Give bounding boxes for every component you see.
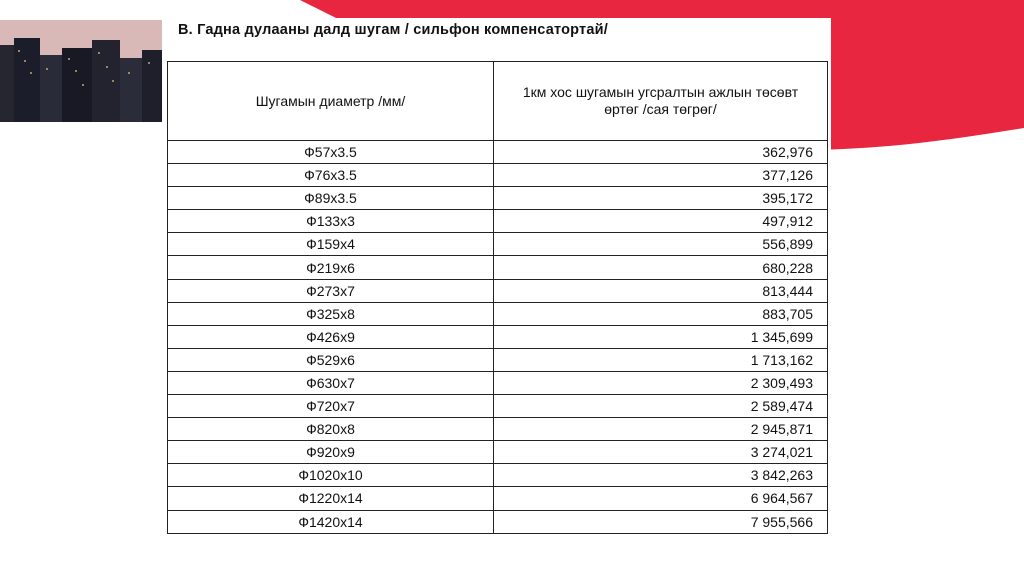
table-row: [168, 348, 828, 371]
pipe-cost-table: [167, 61, 828, 534]
diameter-cell: Ф1220х14: [168, 487, 494, 510]
cost-cell: 2 309,493: [494, 371, 828, 394]
diameter-cell: Ф1420х14: [168, 510, 494, 533]
cost-cell: 680,228: [494, 256, 828, 279]
document-title: В. Гадна дулааны далд шугам / сильфон компенсатортай/: [178, 22, 608, 38]
table-row: [168, 395, 828, 418]
cost-cell: 6 964,567: [494, 487, 828, 510]
city-skyline-image: [0, 20, 162, 122]
diameter-cell: Ф133х3: [168, 210, 494, 233]
table-row: [168, 325, 828, 348]
cost-cell: 7 955,566: [494, 510, 828, 533]
diameter-cell: Ф529х6: [168, 348, 494, 371]
cost-cell: 377,126: [494, 164, 828, 187]
diameter-cell: Ф325х8: [168, 302, 494, 325]
diameter-cell: Ф273х7: [168, 279, 494, 302]
cost-cell: 362,976: [494, 141, 828, 164]
cost-cell: 2 589,474: [494, 395, 828, 418]
diameter-cell: Ф159х4: [168, 233, 494, 256]
diameter-cell: Ф820х8: [168, 418, 494, 441]
cost-cell: 395,172: [494, 187, 828, 210]
cost-cell: 3 842,263: [494, 464, 828, 487]
table-row: [168, 487, 828, 510]
table-row: [168, 371, 828, 394]
table-row: [168, 279, 828, 302]
diameter-cell: Ф57х3.5: [168, 141, 494, 164]
diameter-cell: Ф920х9: [168, 441, 494, 464]
header-cost: [494, 62, 828, 141]
diameter-cell: Ф426х9: [168, 325, 494, 348]
cost-cell: 556,899: [494, 233, 828, 256]
table-row: [168, 441, 828, 464]
table-row: [168, 233, 828, 256]
diameter-cell: Ф630х7: [168, 371, 494, 394]
cost-cell: 2 945,871: [494, 418, 828, 441]
table-row: [168, 256, 828, 279]
header-cost-label: 1км хос шугамын угсралтын ажлын төсөвт өртөг /сая төгрөг/: [522, 84, 799, 117]
table-row: [168, 302, 828, 325]
table-header-row: [168, 62, 828, 141]
cost-cell: 497,912: [494, 210, 828, 233]
cost-cell: 3 274,021: [494, 441, 828, 464]
header-diameter: Шугамын диаметр /мм/: [168, 62, 494, 141]
table-row: [168, 210, 828, 233]
cost-cell: 883,705: [494, 302, 828, 325]
cost-cell: 1 713,162: [494, 348, 828, 371]
table-row: [168, 164, 828, 187]
cost-cell: 813,444: [494, 279, 828, 302]
diameter-cell: Ф76х3.5: [168, 164, 494, 187]
table-row: [168, 464, 828, 487]
cost-cell: 1 345,699: [494, 325, 828, 348]
diameter-cell: Ф219х6: [168, 256, 494, 279]
table-row: [168, 187, 828, 210]
diameter-cell: Ф89х3.5: [168, 187, 494, 210]
table-row: [168, 510, 828, 533]
table-row: [168, 418, 828, 441]
diameter-cell: Ф1020х10: [168, 464, 494, 487]
diameter-cell: Ф720х7: [168, 395, 494, 418]
table-row: [168, 141, 828, 164]
